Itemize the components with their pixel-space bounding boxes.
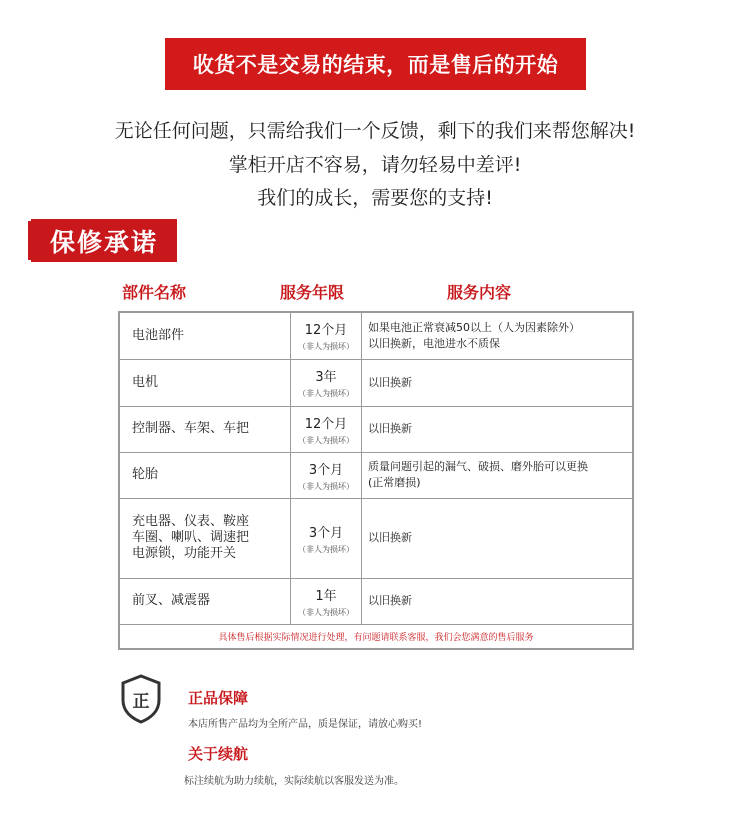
warranty-table (118, 311, 634, 650)
shield-icon-glyph: 正 (132, 692, 150, 712)
intro-line-1: 无论任何问题，只需给我们一个反馈，剩下的我们来帮您解决! (114, 120, 636, 142)
content-cell: 以旧换新 (362, 406, 634, 452)
period-cell (291, 578, 362, 624)
period-note: （非人为损坏） (298, 342, 354, 352)
range-title: 关于续航 (188, 745, 249, 763)
table-footer-note: 具体售后根据实际情况进行处理，有问题请联系客服，我们会您满意的售后服务 (119, 624, 633, 649)
period-note: （非人为损坏） (298, 389, 354, 398)
period-cell (291, 406, 362, 452)
part-cell: 控制器、车架、车把 (119, 406, 291, 452)
content-cell: 如果电池正常衰减50以上（人为因素除外） 以旧换新，电池进水不质保 (362, 312, 634, 359)
part-cell: 电机 (119, 359, 291, 406)
period-cell (291, 312, 362, 359)
part-cell: 电池部件 (119, 312, 291, 359)
warranty-title-text: 保修承诺 (49, 227, 158, 257)
table-row (119, 406, 633, 452)
table-row (119, 359, 633, 406)
intro-line-2: 掌柜开店不容易，请勿轻易中差评! (228, 154, 522, 176)
period-value: 1年 (315, 588, 337, 604)
period-note: （非人为损坏） (298, 481, 354, 491)
banner-text: 收货不是交易的结束，而是售后的开始 (192, 53, 559, 77)
period-value: 3个月 (308, 462, 344, 478)
column-header-content: 服务内容 (447, 283, 512, 302)
header-banner (165, 38, 586, 90)
genuine-guarantee-text: 本店所售产品均为全所产品，质是保证，请放心购买! (188, 719, 423, 730)
part-cell: 充电器、仪表、鞍座 车圈、喇叭、调速把 电源锁，功能开关 (119, 498, 291, 578)
period-value: 12个月 (304, 416, 348, 432)
content-cell: 以旧换新 (362, 498, 634, 578)
period-value: 3年 (315, 370, 337, 385)
table-row (119, 578, 633, 624)
period-cell (291, 359, 362, 406)
period-value: 3个月 (308, 525, 344, 541)
part-cell: 轮胎 (119, 452, 291, 498)
intro-line-3: 我们的成长，需要您的支持! (257, 187, 493, 209)
period-cell (291, 498, 362, 578)
content-cell: 以旧换新 (362, 578, 634, 624)
content-cell: 以旧换新 (362, 359, 634, 406)
shield-icon (120, 674, 162, 724)
part-cell: 前叉、减震器 (119, 578, 291, 624)
column-header-part: 部件名称 (122, 283, 187, 302)
table-row (119, 312, 633, 359)
column-header-period: 服务年限 (280, 283, 345, 302)
period-note: （非人为损坏） (298, 544, 354, 554)
period-value: 12个月 (304, 323, 348, 339)
content-cell: 质量问题引起的漏气、破损、磨外胎可以更换 (正常磨损) (362, 452, 634, 498)
genuine-guarantee-title: 正品保障 (188, 689, 249, 707)
table-row (119, 498, 633, 578)
table-footer-row (119, 624, 633, 649)
table-row (119, 452, 633, 498)
period-note: （非人为损坏） (298, 435, 354, 445)
range-text: 标注续航为助力续航，实际续航以客服发送为准。 (184, 776, 404, 787)
period-cell (291, 452, 362, 498)
warranty-section-title (31, 219, 177, 262)
period-note: （非人为损坏） (298, 607, 354, 617)
